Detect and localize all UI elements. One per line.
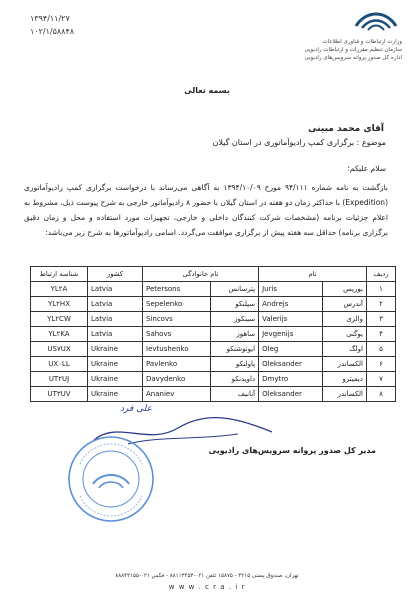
cell-family-fa: ساهوز xyxy=(210,327,258,342)
cell-family-en: Ananiev xyxy=(143,387,211,402)
cell-family-fa: آنانیف xyxy=(210,387,258,402)
cra-logo-icon xyxy=(352,6,400,34)
cell-callsign: UT۲UJ xyxy=(31,372,88,387)
cell-country: Ukraine xyxy=(88,357,143,372)
cell-name-en: Dmytro xyxy=(259,372,323,387)
cell-row-number: ۲ xyxy=(367,297,396,312)
cell-name-fa: الکساندر xyxy=(322,387,366,402)
salutation: سلام علیکم؛ xyxy=(347,164,386,173)
signer-name: علی فرد xyxy=(120,404,152,414)
table-row xyxy=(31,282,396,297)
cell-row-number: ۷ xyxy=(367,372,396,387)
cell-family-fa: ایوتوشنکو xyxy=(210,342,258,357)
cell-family-en: Petersons xyxy=(143,282,211,297)
cell-country: Ukraine xyxy=(88,342,143,357)
cell-callsign: YL۲HX xyxy=(31,297,88,312)
header-family: نام خانوادگی xyxy=(143,267,259,282)
cell-name-fa: یوگنی xyxy=(322,327,366,342)
cell-family-fa: پترسانس xyxy=(210,282,258,297)
signer-title: مدیر کل صدور پروانه سرویس‌های رادیویی xyxy=(208,446,376,455)
cell-country: Ukraine xyxy=(88,387,143,402)
cell-row-number: ۶ xyxy=(367,357,396,372)
cell-country: Latvia xyxy=(88,312,143,327)
cell-family-en: Pavlenko xyxy=(143,357,211,372)
letter-body: بازگشت به نامه شماره ۹۴/۱۱۱ مورخ ۱۳۹۴/۱۰/۰۹ به آگاهی می‌رساند با درخواست برگزاری کمپ رادیوآماتوری (Expedition) با حداکثر زمان دو هفته در استان گیلان با حضور ۸ رادیوآماتور خارجی به شرح پیوست ذیل، مشروط به اعلام جزئیات برنامه (مشخصات شرکت کنندگان داخلی و خارجی، تجهیزات مورد استفاده و محل و زمان دقیق برگزاری برنامه) حداقل سه هفته پیش از برگزاری موافقت می‌گردد. اسامی رادیوآماتورها به شرح زیر می‌باشد: xyxy=(24,183,388,237)
cell-country: Latvia xyxy=(88,327,143,342)
cell-name-en: Oleg xyxy=(259,342,323,357)
org-line: سازمان تنظیم مقررات و ارتباطات رادیویی xyxy=(304,47,402,53)
cell-row-number: ۱ xyxy=(367,282,396,297)
cell-row-number: ۳ xyxy=(367,312,396,327)
cell-family-en: Davydenko xyxy=(143,372,211,387)
radio-amateurs-table xyxy=(30,266,396,402)
cell-country: Ukraine xyxy=(88,372,143,387)
cell-family-en: Ievtushenko xyxy=(143,342,211,357)
basmala: بسمه تعالی xyxy=(184,86,230,95)
cell-name-fa: آندرس xyxy=(322,297,366,312)
cell-name-fa: یوریس xyxy=(322,282,366,297)
letter-header-meta xyxy=(30,12,74,38)
letter-number: ۱۰۲/۱/۵۸۸۴۸ xyxy=(30,27,75,36)
cell-family-en: Sahovs xyxy=(143,327,211,342)
official-stamp xyxy=(66,434,156,524)
header-name: نام xyxy=(259,267,367,282)
table-row xyxy=(31,342,396,357)
org-line: اداره کل صدور پروانه سرویس‌های رادیویی xyxy=(304,55,402,61)
cell-country: Latvia xyxy=(88,282,143,297)
table-row xyxy=(31,327,396,342)
cell-name-en: Oleksander xyxy=(259,387,323,402)
header-callsign: شناسه ارتباط xyxy=(31,267,88,282)
footer-website: w w w . c r a . i r xyxy=(168,583,246,591)
cell-callsign: UX۰LL xyxy=(31,357,88,372)
cell-name-fa: الکساندر xyxy=(322,357,366,372)
recipient: آقای محمد مبینی xyxy=(308,124,384,134)
cell-callsign: UT۳UV xyxy=(31,387,88,402)
cell-callsign: YL۲KA xyxy=(31,327,88,342)
footer-address: تهران، صندوق پستی ۴۲۱۵ - ۱۵۸۷۵ تلفن ۰۲۱-۸۸۱۱۳۴۵۳ - فکس ۰۲۱-۸۸۸۴۲۱۵۵ xyxy=(115,573,299,579)
cell-name-fa: والری xyxy=(322,312,366,327)
table-row xyxy=(31,297,396,312)
cell-name-en: Andrejs xyxy=(259,297,323,312)
cell-name-en: Valerijs xyxy=(259,312,323,327)
cell-family-en: Sepelenko xyxy=(143,297,211,312)
table-row xyxy=(31,312,396,327)
organization-name xyxy=(262,38,402,62)
cell-name-en: Jevgenijs xyxy=(259,327,323,342)
org-line: وزارت ارتباطات و فناوری اطلاعات xyxy=(322,39,402,45)
cell-callsign: YL۲CW xyxy=(31,312,88,327)
cell-country: Latvia xyxy=(88,297,143,312)
cell-row-number: ۸ xyxy=(367,387,396,402)
cell-name-en: Oleksander xyxy=(259,357,323,372)
cell-family-en: Sincovs xyxy=(143,312,211,327)
cell-family-fa: پاولنکو xyxy=(210,357,258,372)
letter-date: ۱۳۹۴/۱۱/۲۷ xyxy=(30,14,70,23)
cell-name-fa: اولگ xyxy=(322,342,366,357)
cell-family-fa: سینکوز xyxy=(210,312,258,327)
cell-row-number: ۴ xyxy=(367,327,396,342)
cell-name-fa: دیمیترو xyxy=(322,372,366,387)
table-row xyxy=(31,357,396,372)
cell-name-en: Juris xyxy=(259,282,323,297)
table-header-row xyxy=(31,267,396,282)
header-country: کشور xyxy=(88,267,143,282)
cell-callsign: US۷UX xyxy=(31,342,88,357)
header-row-number: ردیف xyxy=(367,267,396,282)
table-row xyxy=(31,372,396,387)
subject-line: موضوع : برگزاری کمپ رادیوآماتوری در استان گیلان xyxy=(212,138,386,147)
cell-callsign: YL۲A xyxy=(31,282,88,297)
cell-row-number: ۵ xyxy=(367,342,396,357)
table-row xyxy=(31,387,396,402)
cell-family-fa: سپلنکو xyxy=(210,297,258,312)
table-body xyxy=(31,282,396,402)
cell-family-fa: داویدنکو xyxy=(210,372,258,387)
